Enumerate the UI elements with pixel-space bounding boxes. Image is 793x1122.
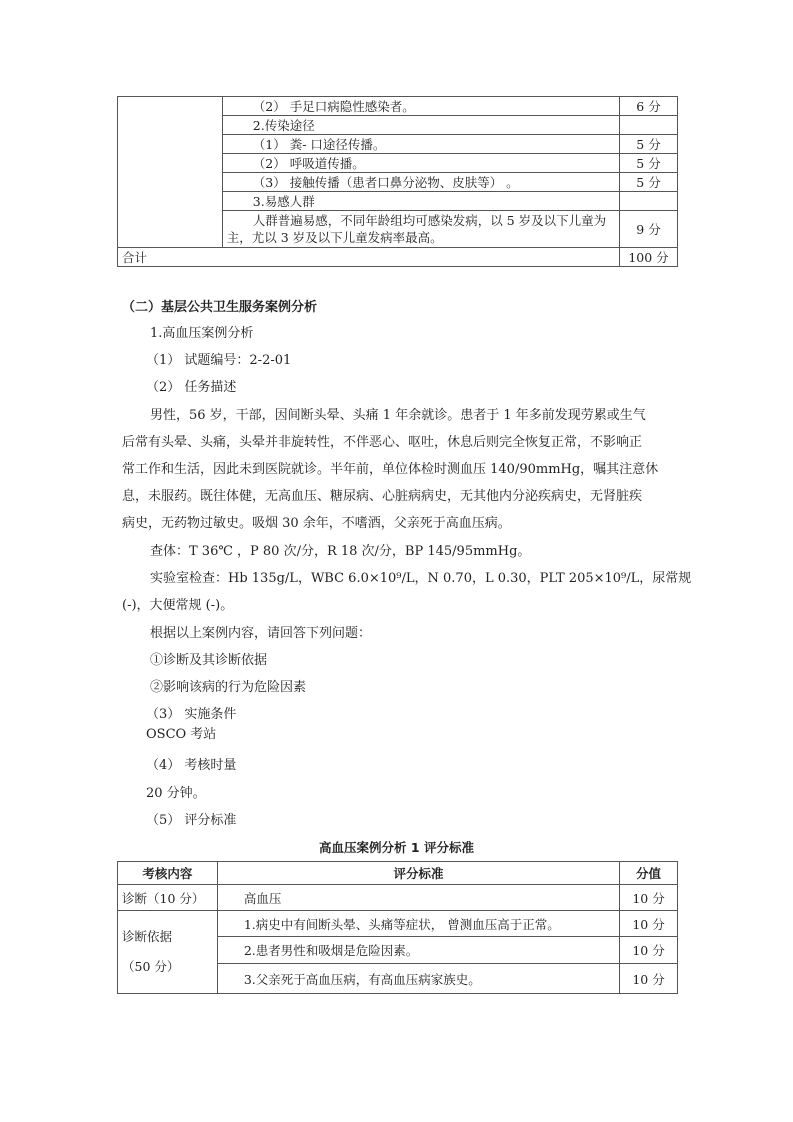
text-line: OSCO 考站: [146, 727, 217, 742]
criterion: 高血压: [217, 885, 619, 911]
score: 9 分: [620, 211, 678, 248]
total-label: 合计: [118, 248, 620, 267]
text-line: 常工作和生活，因此未到医院就诊。半年前，单位体检时测血压 140/90mmHg，嘱其注意休: [122, 462, 659, 477]
score: 6 分: [620, 97, 678, 116]
subheading: 1.高血压案例分析: [150, 326, 254, 341]
scoring-table-continued: [117, 96, 678, 267]
score: 10 分: [620, 937, 678, 964]
text-line: 后常有头晕、头痛，头晕并非旋转性，不伴恶心、呕吐，休息后则完全恢复正常，不影响正: [122, 435, 643, 450]
item-label: 诊断依据: [122, 929, 173, 944]
score: 5 分: [620, 135, 678, 154]
item: [118, 911, 218, 994]
text-line: 20 分钟。: [146, 786, 206, 801]
text-line: （3） 实施条件: [146, 707, 237, 722]
score: 10 分: [620, 911, 678, 937]
criterion: 1.病史中有间断头晕、头痛等症状， 曾测血压高于正常。: [217, 911, 619, 937]
item-points: （50 分）: [122, 959, 180, 974]
text-line: （4） 考核时量: [146, 758, 237, 773]
text-line: （5） 评分标准: [146, 813, 237, 828]
total-score: 100 分: [620, 248, 678, 267]
score: 5 分: [620, 154, 678, 173]
section-heading: （二）基层公共卫生服务案例分析: [122, 300, 318, 315]
criterion: 人群普遍易感，不同年龄组均可感染发病，以 5 岁及以下儿童为主，尤以 3 岁及以下儿童发病率最高。: [222, 211, 619, 248]
criterion: （2） 呼吸道传播。: [222, 154, 619, 173]
text-line: ①诊断及其诊断依据: [150, 653, 268, 668]
criterion: 3.父亲死于高血压病，有高血压病家族史。: [217, 964, 619, 994]
text-line: 查体：T 36℃ ，P 80 次/分，R 18 次/分，BP 145/95mmHg。: [150, 544, 531, 559]
criterion: 2.患者男性和吸烟是危险因素。: [217, 937, 619, 964]
text-line: 实验室检查：Hb 135g/L，WBC 6.0×10⁹/L，N 0.70，L 0.30，PLT 205×10⁹/L，尿常规: [150, 571, 692, 586]
criterion: （3） 接触传播（患者口鼻分泌物、皮肤等） 。: [222, 173, 619, 192]
text-line: ②影响该病的行为危险因素: [150, 680, 307, 695]
item: 诊断（10 分）: [118, 885, 218, 911]
text-line: 男性，56 岁，干部，因间断头晕、头痛 1 年余就诊。患者于 1 年多前发现劳累或生气: [150, 408, 646, 423]
column-header: 考核内容: [118, 862, 218, 885]
hypertension-scoring-table: [117, 861, 678, 994]
text-line: 病史，无药物过敏史。吸烟 30 余年，不嗜酒，父亲死于高血压病。: [122, 516, 511, 531]
score: 5 分: [620, 173, 678, 192]
score: [620, 116, 678, 135]
table-title: 高血压案例分析 1 评分标准: [319, 840, 474, 855]
text-line: (-)，大便常规 (-)。: [122, 598, 234, 613]
score: 10 分: [620, 885, 678, 911]
criterion: 3.易感人群: [222, 192, 619, 211]
criterion: 2.传染途径: [222, 116, 619, 135]
text-line: 息，未服药。既往体健，无高血压、糖尿病、心脏病病史，无其他内分泌疾病史，无肾脏疾: [122, 489, 643, 504]
column-header: 分值: [620, 862, 678, 885]
score: [620, 192, 678, 211]
text-line: （2） 任务描述: [146, 380, 237, 395]
score: 10 分: [620, 964, 678, 994]
column-header: 评分标准: [217, 862, 619, 885]
text-line: （1） 试题编号：2-2-01: [146, 353, 292, 368]
criterion: （2） 手足口病隐性感染者。: [222, 97, 619, 116]
criterion: （1） 粪- 口途径传播。: [222, 135, 619, 154]
text-line: 根据以上案例内容，请回答下列问题：: [150, 626, 372, 641]
empty-cell: [118, 97, 223, 248]
